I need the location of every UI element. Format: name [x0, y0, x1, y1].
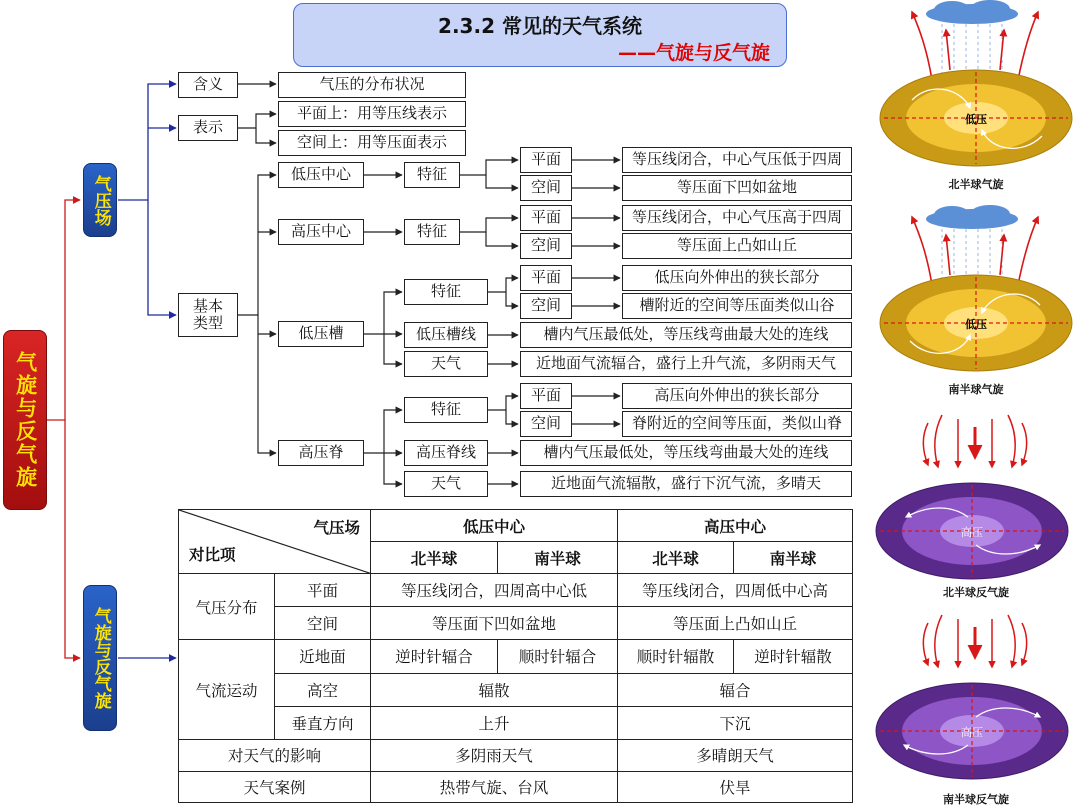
root-tag	[3, 330, 47, 510]
branch-cyclone-tag	[83, 585, 117, 731]
row-plane: 平面	[275, 574, 371, 607]
header-low-center: 低压中心	[371, 510, 618, 542]
desc-high-center-plane: 等压线闭合，中心气压高于四周	[622, 205, 852, 231]
cell-high-sh-ground: 逆时针辐散	[734, 640, 853, 673]
row-space: 空间	[275, 607, 371, 640]
cell-low-example: 热带气旋、台风	[371, 771, 618, 802]
row-airflow: 气流运动	[179, 640, 275, 739]
sh-anticyclone-caption: 南半球反气旋	[943, 793, 1009, 806]
node-weather: 天气	[404, 351, 488, 377]
nh-anticyclone-center-label: 高压	[961, 526, 983, 539]
node-high-ridge: 高压脊	[278, 440, 364, 466]
desc-low-center-space: 等压面下凹如盆地	[622, 175, 852, 201]
branch-pressure-field-label: 气压场	[90, 174, 111, 226]
header-nh: 北半球	[618, 542, 734, 574]
cell-high-plane: 等压线闭合，四周低中心高	[618, 574, 853, 607]
node-feature: 特征	[404, 219, 460, 245]
node-plane: 平面	[520, 147, 572, 173]
row-weather-example: 天气案例	[179, 771, 371, 802]
desc-ridge-weather: 近地面气流辐散，盛行下沉气流，多晴天	[520, 471, 852, 497]
header-sh: 南半球	[734, 542, 853, 574]
table-corner	[179, 510, 371, 574]
cloud-icon	[926, 205, 1018, 229]
desc-ridge-plane: 高压向外伸出的狭长部分	[622, 383, 852, 409]
node-meaning: 含义	[178, 72, 238, 98]
row-pressure-distribution: 气压分布	[179, 574, 275, 640]
node-weather: 天气	[404, 471, 488, 497]
node-ridge-line: 高压脊线	[404, 440, 488, 466]
node-space: 空间	[520, 411, 572, 437]
sh-cyclone-center-label: 低压	[965, 318, 987, 331]
node-basic-types-label: 基本类型	[192, 296, 223, 332]
desc-ridge-space: 脊附近的空间等压面，类似山脊	[622, 411, 852, 437]
title-banner	[293, 3, 787, 67]
node-trough-line: 低压槽线	[404, 322, 488, 348]
node-basic-types	[178, 293, 238, 337]
nh-anticyclone-caption: 北半球反气旋	[943, 586, 1009, 599]
cell-high-example: 伏旱	[618, 771, 853, 802]
desc-trough-line: 槽内气压最低处，等压线弯曲最大处的连线	[520, 322, 852, 348]
node-plane: 平面	[520, 383, 572, 409]
cell-high-space: 等压面上凸如山丘	[618, 607, 853, 640]
desc-low-center-plane: 等压线闭合，中心气压低于四周	[622, 147, 852, 173]
desc-trough-plane: 低压向外伸出的狭长部分	[622, 265, 852, 291]
cell-high-vertical: 下沉	[618, 706, 853, 739]
cell-low-sh-ground: 顺时针辐合	[498, 640, 618, 673]
cell-low-space: 等压面下凹如盆地	[371, 607, 618, 640]
page-subtitle: ——气旋与反气旋	[617, 42, 770, 64]
nh-anticyclone-figure	[876, 415, 1068, 579]
nh-cyclone-caption: 北半球气旋	[948, 178, 1004, 191]
node-feature: 特征	[404, 162, 460, 188]
branch-cyclone-label: 气旋与反气旋	[90, 607, 111, 709]
sh-anticyclone-figure	[876, 615, 1068, 779]
sh-cyclone-caption: 南半球气旋	[948, 383, 1004, 396]
node-feature: 特征	[404, 397, 488, 423]
desc-trough-weather: 近地面气流辐合，盛行上升气流，多阴雨天气	[520, 351, 852, 377]
row-upper-air: 高空	[275, 673, 371, 706]
node-plane: 平面	[520, 265, 572, 291]
cell-low-vertical: 上升	[371, 706, 618, 739]
desc-high-center-space: 等压面上凸如山丘	[622, 233, 852, 259]
cell-low-nh-ground: 逆时针辐合	[371, 640, 498, 673]
node-plane-rep: 平面上：用等压线表示	[278, 101, 466, 127]
row-weather-impact: 对天气的影响	[179, 739, 371, 771]
row-vertical: 垂直方向	[275, 706, 371, 739]
node-space: 空间	[520, 175, 572, 201]
root-label: 气旋与反气旋	[13, 351, 38, 489]
desc-trough-space: 槽附近的空间等压面类似山谷	[622, 293, 852, 319]
row-near-ground: 近地面	[275, 640, 371, 673]
cell-low-upper: 辐散	[371, 673, 618, 706]
node-space: 空间	[520, 293, 572, 319]
sh-anticyclone-center-label: 高压	[961, 726, 983, 739]
cloud-icon	[926, 0, 1018, 24]
sh-cyclone-figure	[880, 205, 1072, 371]
cyclone-illustrations	[872, 0, 1080, 810]
header-high-center: 高压中心	[618, 510, 853, 542]
node-low-trough: 低压槽	[278, 321, 364, 347]
page-title: 2.3.2 常见的天气系统	[438, 14, 642, 38]
desc-ridge-line: 槽内气压最低处，等压线弯曲最大处的连线	[520, 440, 852, 466]
corner-top-label: 气压场	[313, 518, 360, 537]
cell-high-upper: 辐合	[618, 673, 853, 706]
cell-low-impact: 多阴雨天气	[371, 739, 618, 771]
node-representation: 表示	[178, 115, 238, 141]
node-space-rep: 空间上：用等压面表示	[278, 130, 466, 156]
node-low-center: 低压中心	[278, 162, 364, 188]
node-space: 空间	[520, 233, 572, 259]
cell-high-impact: 多晴朗天气	[618, 739, 853, 771]
comparison-table	[178, 509, 853, 803]
corner-bottom-label: 对比项	[189, 545, 236, 565]
node-high-center: 高压中心	[278, 219, 364, 245]
branch-pressure-field-tag	[83, 163, 117, 237]
nh-cyclone-figure	[880, 0, 1072, 166]
header-nh: 北半球	[371, 542, 498, 574]
nh-cyclone-center-label: 低压	[965, 113, 987, 126]
header-sh: 南半球	[498, 542, 618, 574]
node-plane: 平面	[520, 205, 572, 231]
node-meaning-value: 气压的分布状况	[278, 72, 466, 98]
node-feature: 特征	[404, 279, 488, 305]
cell-low-plane: 等压线闭合，四周高中心低	[371, 574, 618, 607]
cell-high-nh-ground: 顺时针辐散	[618, 640, 734, 673]
